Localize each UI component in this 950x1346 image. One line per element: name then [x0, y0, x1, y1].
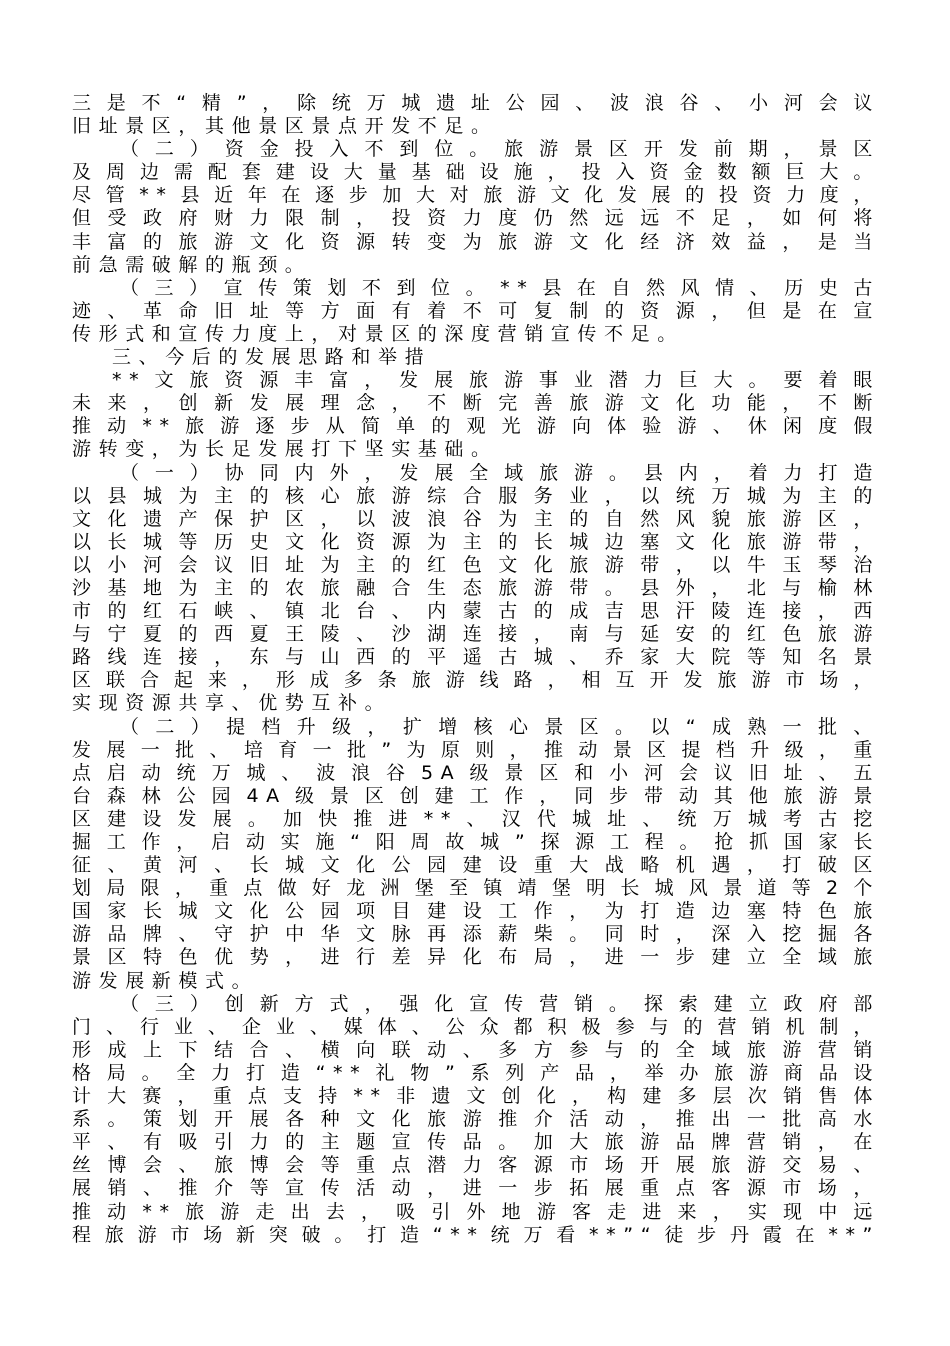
text-line: 点启动统万城、波浪谷5A级景区和小河会议旧址、五 — [72, 761, 880, 784]
text-line: 区联合起来，形成多条旅游线路，相互开发旅游市场， — [72, 669, 880, 692]
text-line: 文化遗产保护区，以波浪谷为主的自然风貌旅游区， — [72, 507, 880, 530]
text-line: 以县城为主的核心旅游综合服务业，以统万城为主的 — [72, 484, 880, 507]
text-line: （二）资金投入不到位。旅游景区开发前期，景区 — [120, 138, 880, 161]
text-line: 掘工作，启动实施“阳周故城”探源工程。抢抓国家长 — [72, 831, 880, 853]
text-line: 游品牌、守护中华文脉再添薪柴。同时，深入挖掘各 — [72, 923, 880, 946]
text-line: **文旅资源丰富，发展旅游事业潜力巨大。要着眼 — [112, 369, 880, 392]
text-line: 平、有吸引力的主题宣传品。加大旅游品牌营销，在 — [72, 1131, 880, 1154]
text-line: 未来，创新发展理念，不断完善旅游文化功能，不断 — [72, 392, 880, 415]
text-line: 但受政府财力限制，投资力度仍然远远不足，如何将 — [72, 207, 880, 230]
text-line: 以小河会议旧址为主的红色文化旅游带，以牛玉琴治 — [72, 553, 880, 576]
text-line: 丰富的旅游文化资源转变为旅游文化经济效益，是当 — [72, 230, 880, 253]
text-line: 程旅游市场新突破。打造“**统万看**”“徒步丹霞在**” — [72, 1223, 880, 1246]
text-line: 游转变，为长足发展打下坚实基础。 — [72, 438, 498, 461]
text-line: 前急需破解的瓶颈。 — [72, 253, 312, 276]
text-line: 沙基地为主的农旅融合生态旅游带。县外，北与榆林 — [72, 576, 880, 599]
text-line: 国家长城文化公园项目建设工作，为打造边塞特色旅 — [72, 900, 880, 923]
text-line: 划局限，重点做好龙洲堡至镇靖堡明长城风景道等2个 — [72, 877, 880, 900]
text-line: （三）宣传策划不到位。**县在自然风情、历史古 — [120, 276, 880, 299]
text-line: 三是不“精”，除统万城遗址公园、波浪谷、小河会议 — [72, 92, 880, 114]
text-line: 系。策划开展各种文化旅游推介活动，推出一批高水 — [72, 1108, 880, 1131]
text-line: 台森林公园4A级景区创建工作，同步带动其他旅游景 — [72, 784, 880, 807]
text-line: 传形式和宣传力度上，对景区的深度营销宣传不足。 — [72, 322, 684, 345]
text-line: 区建设发展。加快推进**、汉代城址、统万城考古挖 — [72, 807, 880, 830]
section-heading: 三、今后的发展思路和举措 — [112, 346, 432, 369]
body-text — [72, 92, 880, 1247]
text-line: 景区特色优势，进行差异化布局，进一步建立全域旅 — [72, 946, 880, 969]
text-line: 征、黄河、长城文化公园建设重大战略机遇，打破区 — [72, 854, 880, 877]
text-line: 展销、推介等宣传活动，进一步拓展重点客源市场， — [72, 1177, 880, 1200]
text-line: 迹、革命旧址等方面有着不可复制的资源，但是在宣 — [72, 299, 880, 322]
text-line: 游发展新模式。 — [72, 969, 259, 992]
text-line: 格局。全力打造“**礼物”系列产品，举办旅游商品设 — [72, 1061, 880, 1084]
text-line: 推动**旅游走出去，吸引外地游客走进来，实现中远 — [72, 1200, 880, 1223]
text-line: 发展一批、培育一批”为原则，推动景区提档升级，重 — [72, 738, 880, 761]
text-line: 路线连接，东与山西的平遥古城、乔家大院等知名景 — [72, 646, 880, 669]
text-line: 以长城等历史文化资源为主的长城边塞文化旅游带， — [72, 530, 880, 553]
text-line: 计大赛，重点支持**非遗文创化，构建多层次销售体 — [72, 1085, 880, 1108]
text-line: 与宁夏的西夏王陵、沙湖连接，南与延安的红色旅游 — [72, 623, 880, 646]
text-line: 形成上下结合、横向联动、多方参与的全域旅游营销 — [72, 1038, 880, 1061]
text-line: 市的红石峡、镇北台、内蒙古的成吉思汗陵连接，西 — [72, 600, 880, 623]
text-line: （一）协同内外，发展全域旅游。县内，着力打造 — [120, 461, 880, 484]
text-line: 旧址景区，其他景区景点开发不足。 — [72, 115, 498, 138]
text-line: 门、行业、企业、媒体、公众都积极参与的营销机制， — [72, 1015, 880, 1038]
text-line: （三）创新方式，强化宣传营销。探索建立政府部 — [120, 992, 880, 1015]
text-line: 实现资源共享、优势互补。 — [72, 692, 392, 715]
text-line: 推动**旅游逐步从简单的观光游向体验游、休闲度假 — [72, 415, 880, 438]
text-line: 丝博会、旅博会等重点潜力客源市场开展旅游交易、 — [72, 1154, 880, 1177]
text-line: （二）提档升级，扩增核心景区。以“成熟一批、 — [120, 715, 880, 738]
text-line: 尽管**县近年在逐步加大对旅游文化发展的投资力度， — [72, 184, 880, 207]
text-line: 及周边需配套建设大量基础设施，投入资金数额巨大。 — [72, 161, 880, 184]
